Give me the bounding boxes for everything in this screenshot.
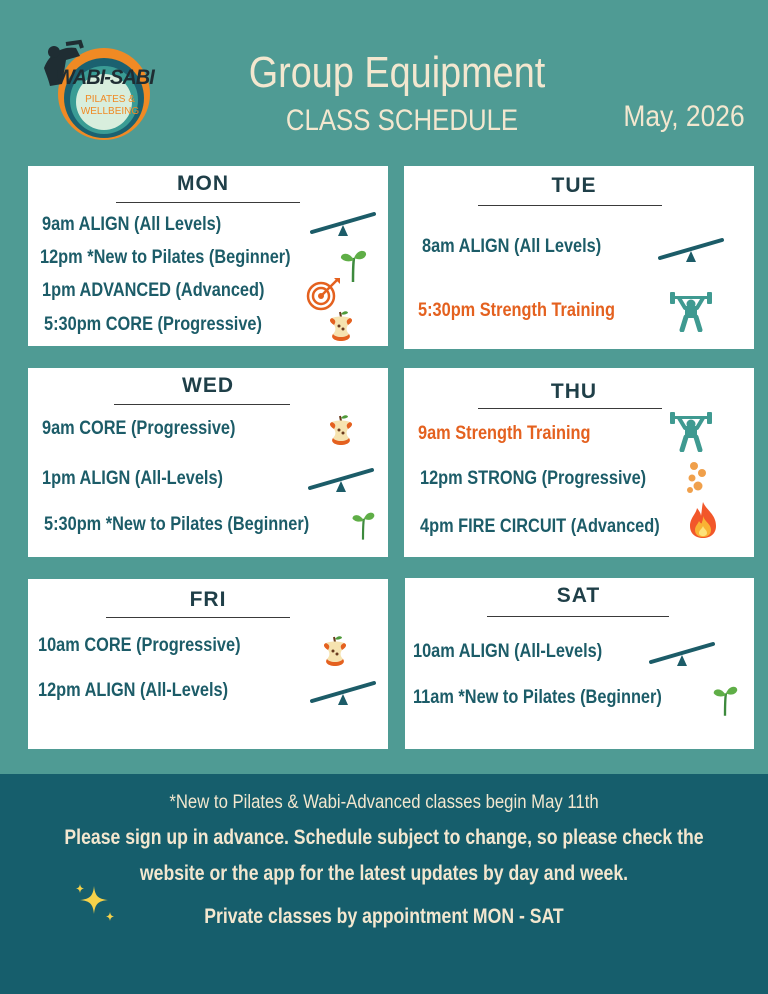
class-entry: 9am CORE (Progressive) — [42, 418, 236, 439]
page-title: Group Equipment — [248, 48, 546, 97]
day-heading: TUE — [551, 174, 597, 197]
class-entry: 1pm ADVANCED (Advanced) — [42, 280, 265, 301]
seesaw-icon — [308, 464, 374, 494]
class-entry: 12pm *New to Pilates (Beginner) — [40, 247, 291, 268]
seesaw-icon — [649, 638, 715, 668]
day-heading: SAT — [556, 584, 601, 607]
seesaw-icon — [310, 208, 376, 238]
day-card-wed — [28, 368, 388, 557]
footer-signup-line-2: website or the app for the latest updates by day and week. — [139, 862, 629, 885]
class-entry: 10am CORE (Progressive) — [38, 635, 241, 656]
seesaw-icon — [310, 677, 376, 707]
class-entry: 8am ALIGN (All Levels) — [422, 236, 602, 257]
sprout-icon — [350, 506, 376, 542]
day-heading: THU — [550, 380, 598, 403]
day-card-thu — [404, 368, 754, 557]
apple-core-icon — [326, 308, 356, 344]
day-card-fri — [28, 579, 388, 749]
apple-core-icon — [320, 633, 350, 669]
divider — [114, 404, 290, 405]
footer-note: *New to Pilates & Wabi-Advanced classes begin May 11th — [169, 792, 599, 813]
divider — [487, 616, 669, 617]
divider — [478, 205, 662, 206]
class-entry: 12pm STRONG (Progressive) — [420, 468, 647, 489]
class-entry: 9am ALIGN (All Levels) — [42, 214, 222, 235]
wabi-sabi-logo — [36, 38, 176, 142]
schedule-month: May, 2026 — [623, 100, 745, 133]
class-entry: 5:30pm Strength Training — [418, 300, 616, 321]
logo-sub-line-2: WELLBEING — [80, 106, 140, 117]
day-heading: WED — [182, 374, 234, 397]
class-entry: 12pm ALIGN (All-Levels) — [38, 680, 229, 701]
divider — [478, 408, 662, 409]
day-card-sat — [405, 578, 754, 749]
muscle-icon — [682, 460, 712, 496]
day-heading: MON — [177, 172, 229, 195]
class-entry: 5:30pm *New to Pilates (Beginner) — [44, 514, 310, 535]
weightlifter-icon — [668, 406, 714, 452]
fire-icon — [686, 500, 720, 540]
seesaw-icon — [658, 234, 724, 264]
footer-signup-line-1: Please sign up in advance. Schedule subject to change, so please check the — [64, 826, 704, 849]
divider — [106, 617, 290, 618]
apple-core-icon — [326, 412, 356, 448]
page-subtitle: CLASS SCHEDULE — [285, 104, 519, 137]
class-entry: 4pm FIRE CIRCUIT (Advanced) — [420, 516, 660, 537]
sparkle-icon — [74, 882, 118, 922]
day-heading: FRI — [189, 588, 227, 611]
logo-sub-line-1: PILATES & — [85, 94, 135, 105]
day-card-tue — [404, 166, 754, 349]
divider — [116, 202, 300, 203]
class-entry: 11am *New to Pilates (Beginner) — [413, 687, 662, 708]
class-entry: 1pm ALIGN (All-Levels) — [42, 468, 223, 489]
footer-private-classes: Private classes by appointment MON - SAT — [204, 905, 564, 928]
day-card-mon — [28, 166, 388, 346]
target-icon — [306, 276, 342, 312]
sprout-icon — [711, 680, 739, 718]
class-entry: 9am Strength Training — [418, 423, 591, 444]
weightlifter-icon — [668, 286, 714, 332]
logo-wordmark: WABI-SABI — [56, 66, 154, 89]
class-entry: 5:30pm CORE (Progressive) — [44, 314, 262, 335]
sprout-icon — [338, 244, 368, 284]
class-entry: 10am ALIGN (All-Levels) — [413, 641, 603, 662]
